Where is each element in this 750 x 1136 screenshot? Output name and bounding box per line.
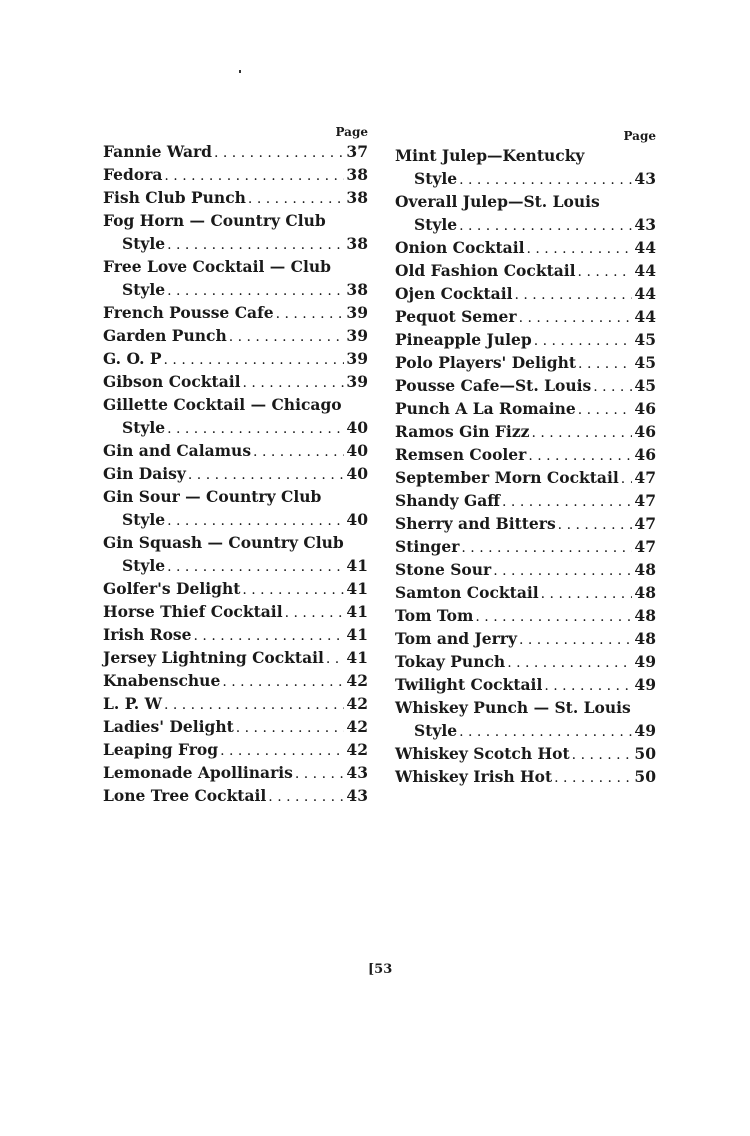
index-entry [395,236,656,259]
entry-name: Whiskey Irish Hot [395,767,553,786]
entry-name: Fedora [103,165,163,184]
dot-leader [578,399,633,422]
index-entry [103,232,368,255]
dot-leader [242,579,344,602]
dot-leader [194,625,345,648]
entry-page: 39 [346,349,368,368]
entry-page: 41 [346,579,368,598]
entry-page: 39 [346,372,368,391]
entry-page: 48 [634,606,656,625]
index-entry [103,669,368,692]
dot-leader [475,606,632,629]
entry-page: 43 [346,786,368,805]
dot-leader [528,445,632,468]
entry-name: Style [122,510,166,529]
entry-name: Fog Horn — Country Club [103,211,326,230]
entry-name: Style [414,721,458,740]
entry-page: 49 [634,721,656,740]
dot-leader [514,284,632,307]
entry-page: 39 [346,326,368,345]
entry-name: Samton Cocktail [395,583,539,602]
entry-page: 41 [346,625,368,644]
entry-name: Lone Tree Cocktail [103,786,267,805]
index-entry [103,623,368,646]
index-entry [395,282,656,305]
ink-speck [239,70,241,73]
dot-leader [459,169,632,192]
dot-leader [534,330,633,353]
dot-leader [541,583,633,606]
dot-leader [167,280,344,303]
dot-leader [248,188,345,211]
dot-leader [621,468,633,491]
index-entry [395,742,656,765]
index-entry [395,466,656,489]
entry-name: Style [122,234,166,253]
entry-page: 38 [346,188,368,207]
entry-name: Punch A La Romaine [395,399,576,418]
entry-page: 38 [346,165,368,184]
index-entry [103,393,368,416]
entry-page: 47 [634,537,656,556]
entry-page: 47 [634,514,656,533]
index-entry [395,581,656,604]
entry-name: Ladies' Delight [103,717,234,736]
entry-page: 48 [634,560,656,579]
entry-page: 47 [634,491,656,510]
dot-leader [268,786,344,809]
entry-name: Whiskey Scotch Hot [395,744,570,763]
dot-leader [519,629,632,652]
index-entry [103,531,368,554]
dot-leader [459,215,632,238]
entry-name: Whiskey Punch — St. Louis [395,698,631,717]
entry-page: 41 [346,602,368,621]
entry-page: 46 [634,422,656,441]
dot-leader [578,353,632,376]
entry-name: Gin Daisy [103,464,186,483]
entry-name: Polo Players' Delight [395,353,577,372]
entry-name: Onion Cocktail [395,238,525,257]
index-entry [395,144,656,167]
entry-page: 42 [346,694,368,713]
entry-page: 39 [346,303,368,322]
entry-page: 48 [634,629,656,648]
dot-leader [507,652,632,675]
entry-page: 42 [346,671,368,690]
entry-name: Style [122,556,166,575]
entry-name: Tom Tom [395,606,474,625]
index-entry [395,213,656,236]
dot-leader [167,234,344,257]
dot-leader [220,740,344,763]
entry-name: Fannie Ward [103,142,212,161]
entry-page: 47 [634,468,656,487]
entry-page: 46 [634,399,656,418]
entry-name: Irish Rose [103,625,192,644]
entry-page: 46 [634,445,656,464]
entry-name: Tom and Jerry [395,629,517,648]
index-entry [395,328,656,351]
index-entry [103,462,368,485]
entry-page: 43 [346,763,368,782]
index-entry [395,489,656,512]
entry-name: Horse Thief Cocktail [103,602,283,621]
entry-name: Ramos Gin Fizz [395,422,530,441]
index-entry [103,347,368,370]
index-entry [103,784,368,807]
dot-leader [554,767,632,790]
entry-page: 49 [634,675,656,694]
index-entry [103,163,368,186]
entry-name: Mint Julep—Kentucky [395,146,585,165]
entry-name: Leaping Frog [103,740,219,759]
index-entry [395,512,656,535]
dot-leader [295,763,345,786]
entry-name: Old Fashion Cocktail [395,261,576,280]
entry-name: Gin Squash — Country Club [103,533,344,552]
entry-name: Pineapple Julep [395,330,532,349]
dot-leader [276,303,345,326]
dot-leader [493,560,632,583]
entry-page: 44 [634,307,656,326]
index-entry [103,278,368,301]
dot-leader [236,717,345,740]
index-entry [395,397,656,420]
entry-name: Knabenschue [103,671,221,690]
index-entry [103,738,368,761]
index-entry [103,646,368,669]
entry-name: G. O. P [103,349,162,368]
dot-leader [593,376,632,399]
index-entry [103,255,368,278]
entry-name: Gin and Calamus [103,441,252,460]
index-entry [103,600,368,623]
index-entry [103,577,368,600]
index-column-right [395,128,656,788]
dot-leader [243,372,345,395]
dot-leader [167,556,344,579]
entry-name: Garden Punch [103,326,227,345]
entry-name: L. P. W [103,694,162,713]
entry-name: Stinger [395,537,460,556]
index-entry [103,324,368,347]
dot-leader [572,744,633,767]
entry-name: September Morn Cocktail [395,468,619,487]
index-entry [395,374,656,397]
entry-name: Free Love Cocktail — Club [103,257,331,276]
page-column-header: Page [335,125,368,139]
entry-name: Remsen Cooler [395,445,527,464]
entry-name: French Pousse Cafe [103,303,274,322]
dot-leader [285,602,345,625]
entry-page: 50 [634,767,656,786]
entry-name: Golfer's Delight [103,579,241,598]
entry-page: 49 [634,652,656,671]
dot-leader [167,510,344,533]
index-entry [103,186,368,209]
index-entry [103,439,368,462]
entry-list-left [103,140,368,807]
dot-leader [164,694,344,717]
entry-page: 45 [634,376,656,395]
entry-page: 40 [346,418,368,437]
entry-name: Gibson Cocktail [103,372,241,391]
index-entry [395,604,656,627]
dot-leader [531,422,632,445]
entry-page: 50 [634,744,656,763]
entry-page: 41 [346,556,368,575]
entry-name: Overall Julep—St. Louis [395,192,600,211]
page-column-header: Page [623,129,656,143]
index-entry [395,696,656,719]
entry-name: Style [122,418,166,437]
entry-name: Ojen Cocktail [395,284,513,303]
entry-page: 41 [346,648,368,667]
entry-page: 37 [346,142,368,161]
index-entry [103,416,368,439]
entry-page: 43 [634,169,656,188]
entry-page: 45 [634,353,656,372]
entry-page: 44 [634,261,656,280]
entry-name: Tokay Punch [395,652,506,671]
index-entry [395,627,656,650]
dot-leader [461,537,632,560]
dot-leader [253,441,344,464]
entry-name: Shandy Gaff [395,491,501,510]
dot-leader [558,514,633,537]
dot-leader [326,648,345,671]
entry-name: Gillette Cocktail — Chicago [103,395,342,414]
index-entry [103,692,368,715]
index-entry [395,190,656,213]
entry-name: Style [122,280,166,299]
index-entry [103,370,368,393]
entry-page: 38 [346,234,368,253]
entry-name: Pequot Semer [395,307,517,326]
dot-leader [502,491,632,514]
index-column-left [103,124,368,807]
dot-leader [519,307,633,330]
dot-leader [164,165,344,188]
index-entry [395,719,656,742]
entry-page: 45 [634,330,656,349]
entry-name: Twilight Cocktail [395,675,543,694]
dot-leader [222,671,344,694]
index-entry [395,167,656,190]
dot-leader [167,418,344,441]
entry-name: Style [414,169,458,188]
page-number: [53 [368,962,393,977]
dot-leader [188,464,345,487]
index-entry [103,140,368,163]
index-entry [395,420,656,443]
index-entry [103,508,368,531]
index-entry [395,673,656,696]
entry-page: 42 [346,740,368,759]
entry-page: 43 [634,215,656,234]
dot-leader [527,238,633,261]
entry-page: 40 [346,464,368,483]
entry-page: 48 [634,583,656,602]
index-entry [395,535,656,558]
index-entry [395,259,656,282]
entry-page: 44 [634,284,656,303]
dot-leader [544,675,632,698]
entry-page: 44 [634,238,656,257]
entry-name: Gin Sour — Country Club [103,487,322,506]
dot-leader [164,349,345,372]
index-entry [103,485,368,508]
entry-name: Stone Sour [395,560,492,579]
entry-list-right [395,144,656,788]
index-entry [103,761,368,784]
entry-name: Fish Club Punch [103,188,246,207]
index-entry [103,554,368,577]
entry-name: Style [414,215,458,234]
index-entry [395,351,656,374]
index-entry [395,650,656,673]
dot-leader [229,326,345,349]
index-entry [103,209,368,232]
index-entry [395,765,656,788]
dot-leader [578,261,633,284]
entry-page: 40 [346,441,368,460]
entry-name: Sherry and Bitters [395,514,556,533]
entry-name: Lemonade Apollinaris [103,763,293,782]
index-entry [395,443,656,466]
entry-page: 38 [346,280,368,299]
entry-page: 42 [346,717,368,736]
index-entry [103,301,368,324]
entry-name: Jersey Lightning Cocktail [103,648,324,667]
index-entry [103,715,368,738]
index-entry [395,305,656,328]
dot-leader [459,721,632,744]
entry-page: 40 [346,510,368,529]
index-entry [395,558,656,581]
dot-leader [214,142,344,165]
entry-name: Pousse Cafe—St. Louis [395,376,592,395]
